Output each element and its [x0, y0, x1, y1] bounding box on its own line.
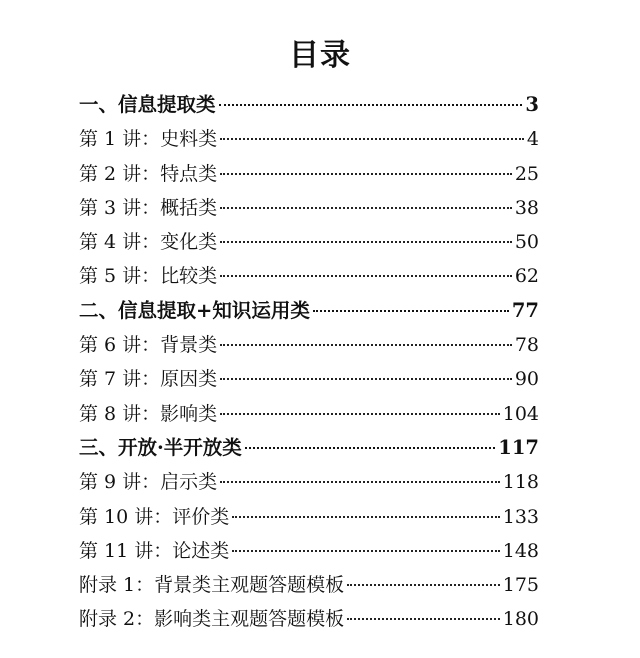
toc-entry-label: 附录 2：影响类主观题答题模板	[79, 608, 345, 631]
toc-entry-page-number: 90	[514, 368, 539, 391]
toc-entry-page-number: 148	[502, 539, 539, 562]
dot-leader	[220, 481, 500, 483]
page-title: 目录	[289, 38, 351, 73]
toc-entry-page-number: 133	[502, 505, 539, 528]
table-of-contents	[79, 88, 539, 637]
dot-leader	[220, 138, 524, 140]
toc-entry[interactable]	[79, 465, 539, 499]
dot-leader	[347, 618, 500, 620]
toc-entry-page-number: 118	[502, 471, 539, 494]
toc-entry[interactable]	[79, 122, 539, 156]
dot-leader	[220, 207, 512, 209]
toc-entry-label: 三、开放·半开放类	[79, 435, 242, 459]
toc-entry-page-number: 180	[502, 608, 539, 631]
toc-entry-page-number: 117	[498, 435, 539, 459]
toc-entry-label: 第 2 讲：特点类	[79, 162, 218, 185]
toc-entry[interactable]	[79, 602, 539, 636]
toc-entry[interactable]	[79, 397, 539, 431]
dot-leader	[313, 310, 509, 312]
toc-entry-label: 第 11 讲：论述类	[79, 539, 230, 562]
toc-entry-label: 第 9 讲：启示类	[79, 471, 218, 494]
dot-leader	[219, 104, 523, 106]
toc-entry-label: 一、信息提取类	[79, 93, 216, 116]
toc-entry-page-number: 175	[502, 574, 539, 597]
toc-entry-page-number: 77	[511, 298, 539, 322]
toc-entry-label: 第 4 讲：变化类	[79, 231, 218, 254]
toc-entry[interactable]	[79, 191, 539, 225]
toc-entry[interactable]	[79, 157, 539, 191]
toc-entry[interactable]	[79, 500, 539, 534]
toc-entry-page-number: 3	[525, 93, 539, 116]
toc-entry-page-number: 25	[514, 162, 539, 185]
toc-entry[interactable]	[79, 534, 539, 568]
toc-entry-label: 第 6 讲：背景类	[79, 334, 218, 357]
toc-entry-label: 第 7 讲：原因类	[79, 368, 218, 391]
toc-entry[interactable]	[79, 328, 539, 362]
toc-entry[interactable]	[79, 362, 539, 396]
toc-entry-label: 第 1 讲：史料类	[79, 128, 218, 151]
toc-entry-page-number: 38	[514, 196, 539, 219]
toc-section-entry[interactable]	[79, 88, 539, 122]
dot-leader	[245, 447, 495, 449]
toc-entry-label: 二、信息提取+知识运用类	[79, 298, 310, 322]
toc-entry[interactable]	[79, 259, 539, 293]
toc-entry-label: 第 5 讲：比较类	[79, 265, 218, 288]
toc-entry-label: 第 10 讲：评价类	[79, 505, 230, 528]
toc-section-entry[interactable]	[79, 294, 539, 328]
dot-leader	[220, 173, 512, 175]
toc-entry-page-number: 4	[526, 128, 539, 151]
toc-entry-label: 第 8 讲：影响类	[79, 402, 218, 425]
dot-leader	[232, 516, 499, 518]
dot-leader	[220, 413, 500, 415]
toc-entry-page-number: 62	[514, 265, 539, 288]
toc-entry-label: 第 3 讲：概括类	[79, 196, 218, 219]
toc-entry-page-number: 50	[514, 231, 539, 254]
toc-entry[interactable]	[79, 225, 539, 259]
dot-leader	[220, 241, 512, 243]
toc-entry-page-number: 104	[502, 402, 539, 425]
toc-entry-page-number: 78	[514, 334, 539, 357]
dot-leader	[347, 584, 500, 586]
dot-leader	[220, 275, 512, 277]
dot-leader	[220, 344, 512, 346]
toc-entry[interactable]	[79, 568, 539, 602]
toc-section-entry[interactable]	[79, 431, 539, 465]
dot-leader	[220, 378, 512, 380]
toc-entry-label: 附录 1：背景类主观题答题模板	[79, 574, 345, 597]
dot-leader	[232, 550, 499, 552]
